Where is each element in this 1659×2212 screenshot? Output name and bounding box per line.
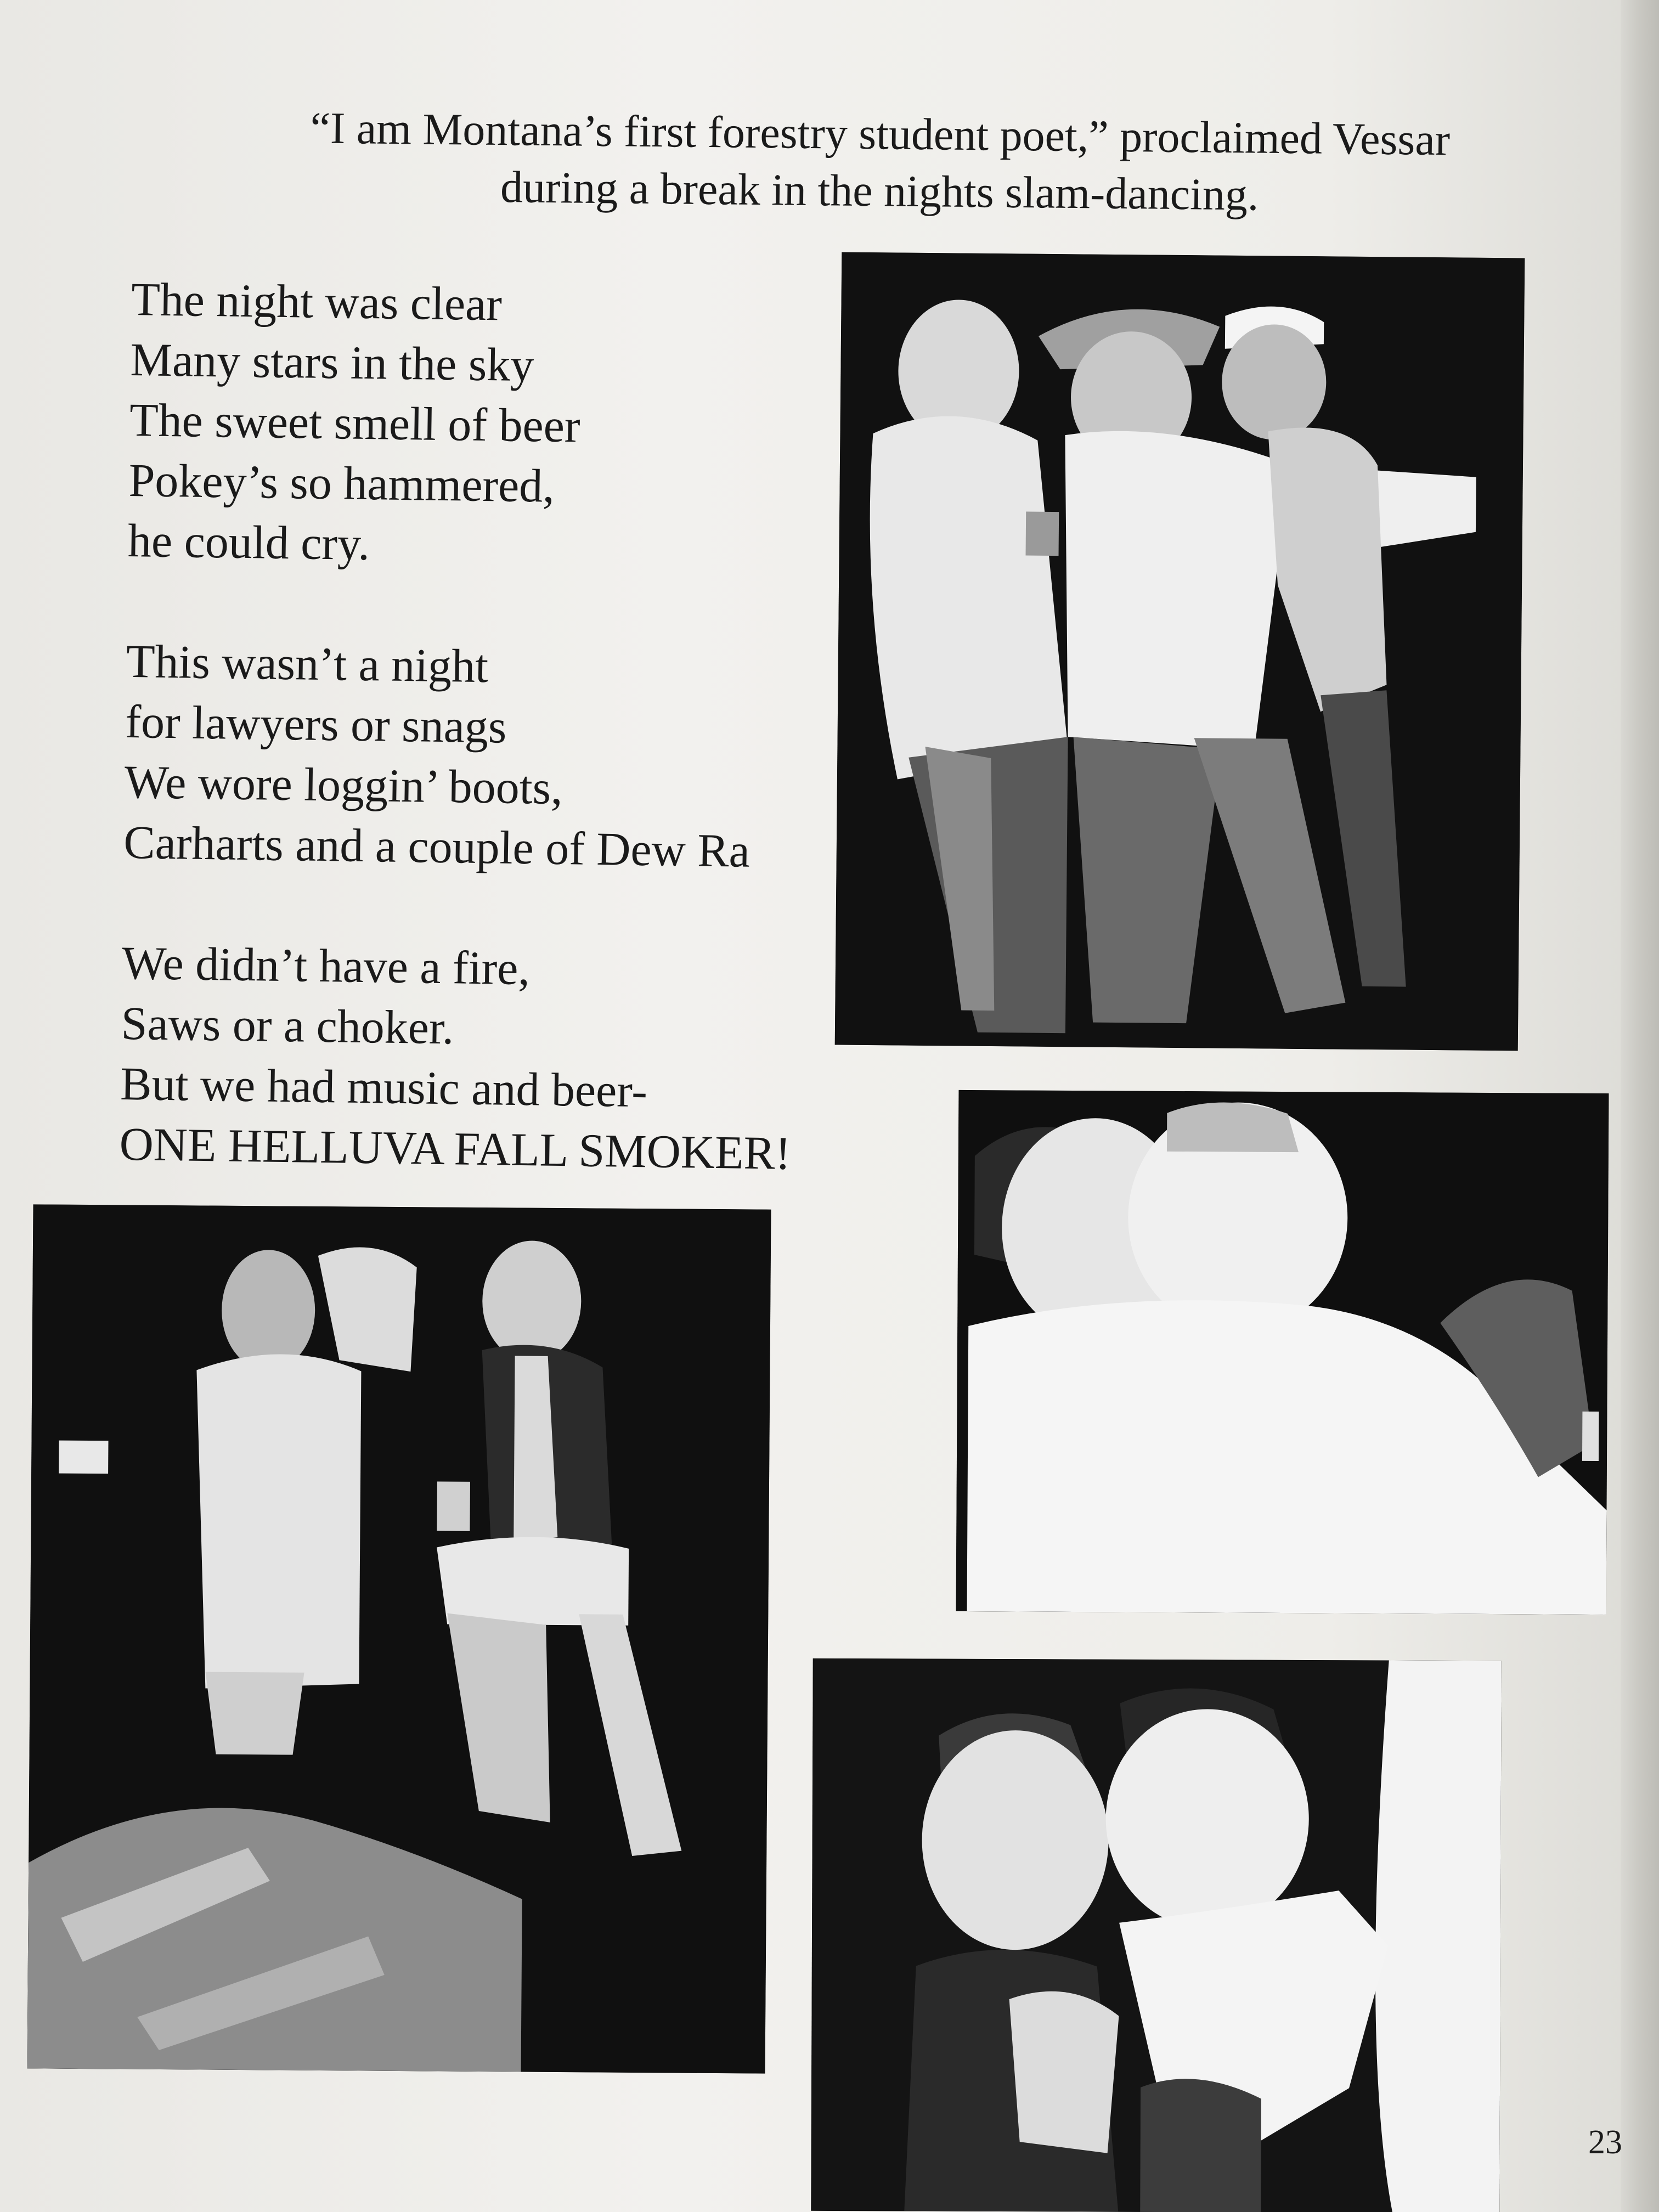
- poem-line: he could cry.: [127, 514, 370, 571]
- poem-stanza: [123, 631, 939, 884]
- intro-caption: [235, 99, 1525, 227]
- poem-line: The sweet smell of beer: [129, 393, 581, 453]
- page-binding-edge: [1621, 0, 1659, 2212]
- intro-line: during a break in the nights slam-dancing.: [500, 162, 1259, 220]
- poem-line: But we had music and beer-: [120, 1057, 648, 1118]
- poem-line: Many stars in the sky: [130, 332, 534, 392]
- poem-line: Carharts and a couple of Dew Ra: [123, 815, 751, 877]
- photo-two-women: [811, 1658, 1502, 2212]
- poem-line: We didn’t have a fire,: [121, 936, 531, 995]
- photo-kiss-image: [956, 1090, 1609, 1615]
- poem-stanza: [119, 933, 934, 1186]
- poem-line: We wore loggin’ boots,: [124, 755, 563, 815]
- photo-two-men: [27, 1204, 771, 2073]
- intro-line: “I am Montana’s first forestry student poet,” proclaimed Vessar: [310, 103, 1451, 165]
- poem-line: Saws or a choker.: [121, 996, 455, 1054]
- poem: [119, 269, 944, 1186]
- poem-line: ONE HELLUVA FALL SMOKER!: [119, 1117, 792, 1180]
- photo-dancers: [835, 252, 1525, 1051]
- page-number: 23: [1588, 2124, 1622, 2161]
- poem-line: The night was clear: [131, 272, 503, 331]
- photo-two-women-image: [811, 1658, 1502, 2212]
- poem-stanza: [127, 269, 944, 582]
- photo-kiss: [956, 1090, 1609, 1615]
- photo-two-men-image: [27, 1204, 771, 2073]
- poem-line: for lawyers or snags: [125, 695, 507, 753]
- photo-dancers-image: [835, 252, 1525, 1051]
- poem-line: Pokey’s so hammered,: [128, 453, 555, 512]
- poem-line: This wasn’t a night: [126, 634, 489, 693]
